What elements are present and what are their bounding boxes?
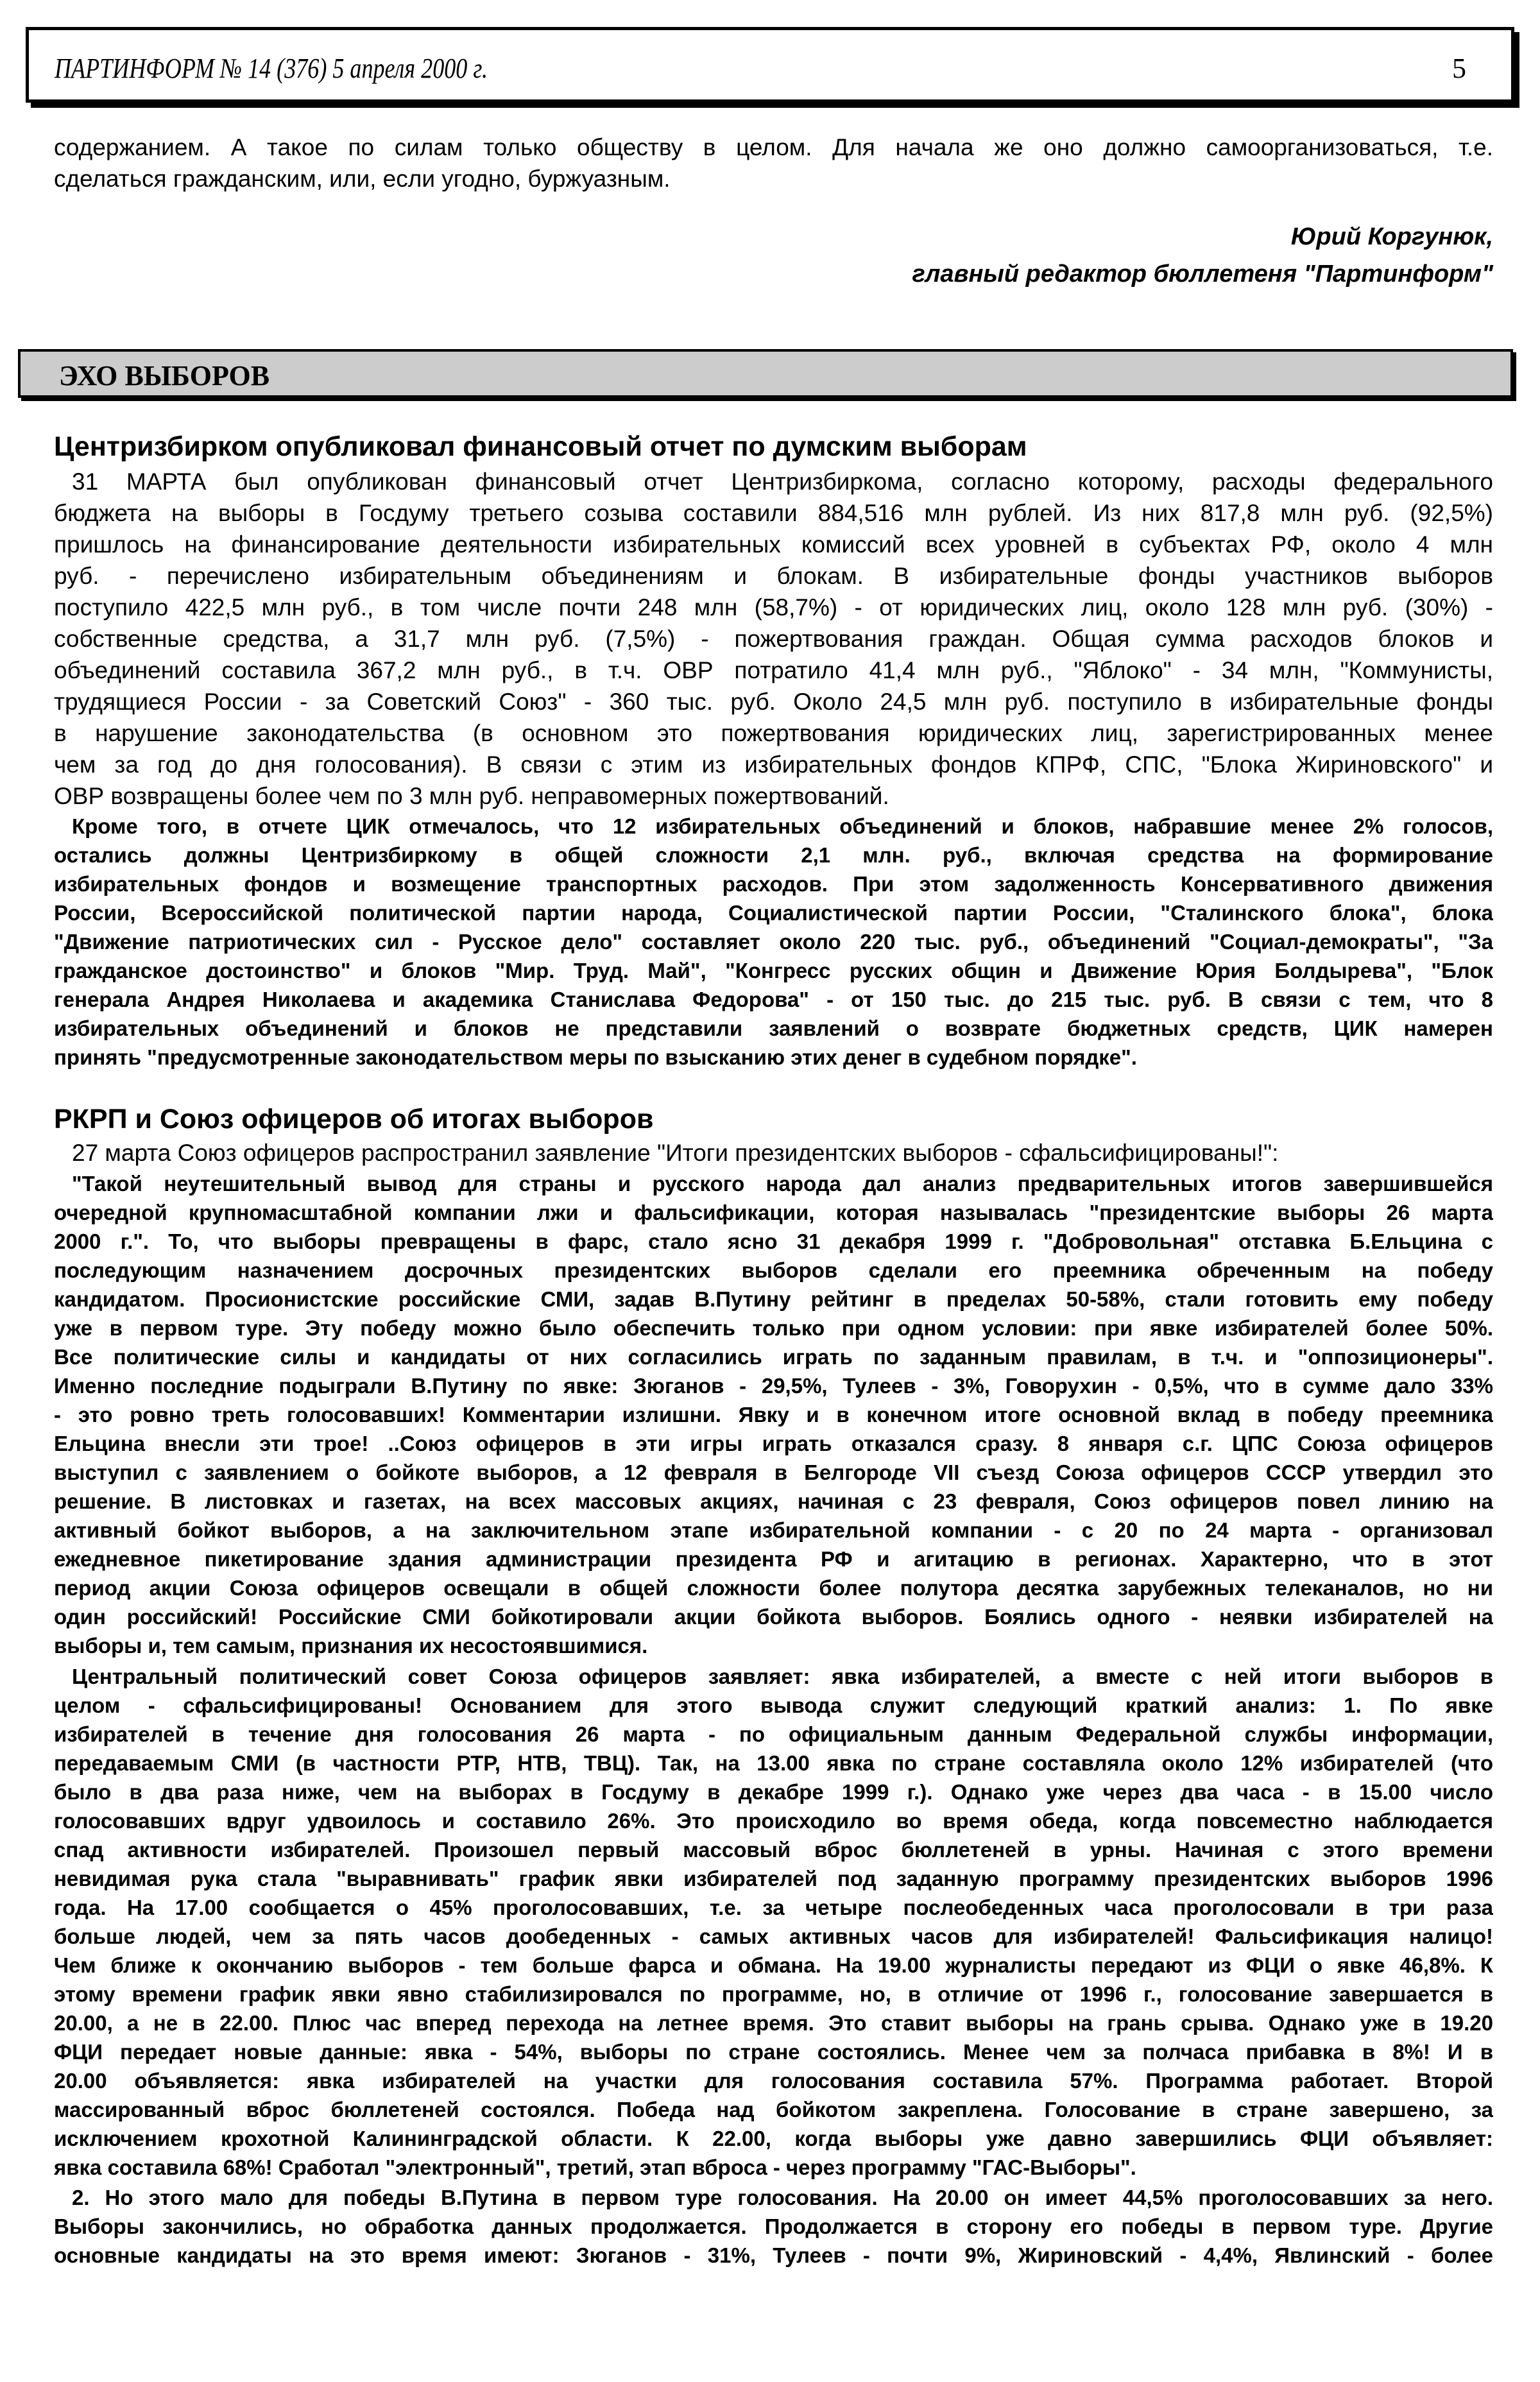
text-line: один российский! Российские СМИ бойкотировали акции бойкота выборов. Боялись одного - неявки избирателей на — [54, 1605, 1493, 1629]
text-line: кандидатом. Просионистские российские СМИ, задав В.Путину рейтинг в пределах 50-58%, стали готовить ему победу — [54, 1287, 1493, 1311]
article-2-intro — [54, 1137, 1493, 1169]
text-line: ОВР возвращены более чем по 3 млн руб. неправомерных пожертвований. — [54, 783, 889, 809]
text-line: спад активности избирателей. Произошел первый массовый вброс бюллетеней в урны. Начиная с этого времени — [54, 1838, 1493, 1862]
section-header — [18, 349, 1513, 398]
text-line: активный бойкот выборов, а на заключительном этапе избирательной компании - с 20 по 24 марта - организовал — [54, 1518, 1493, 1542]
text-line: пришлось на финансирование деятельности избирательных комиссий всех уровней в субъектах РФ, около 4 млн — [54, 531, 1493, 558]
text-line: сделаться гражданским, или, если угодно, буржуазным. — [54, 166, 671, 192]
text-line: бюджета на выборы в Госдуму третьего созыва составили 884,516 млн рублей. Из них 817,8 млн руб. (92,5%) — [54, 500, 1493, 526]
text-line: было в два раза ниже, чем на выборах в Госдуму в декабре 1999 г.). Однако уже через два часа - в 15.00 число — [54, 1780, 1493, 1804]
section-title: ЭХО ВЫБОРОВ — [59, 360, 270, 391]
text-line: избирателей в течение дня голосования 26 марта - по официальным данным Федеральной службы информации, — [54, 1722, 1493, 1746]
text-line: Центральный политический совет Союза офицеров заявляет: явка избирателей, а вместе с ней итоги выборов в — [72, 1665, 1493, 1688]
text-line: очередной крупномасштабной компании лжи и фальсификации, которая называлась "президентские выборы 26 марта — [54, 1201, 1493, 1224]
text-line: года. На 17.00 сообщается о 45% проголосовавших, т.е. за четыре послеобеденных часа проголосовали в три раза — [54, 1896, 1493, 1919]
text-line: содержанием. А такое по силам только обществу в целом. Для начала же оно должно самоорганизоваться, т.е. — [54, 134, 1493, 160]
text-line: - это ровно треть голосовавших! Комментарии излишни. Явку и в конечном итоге основной вклад в победу преемника — [54, 1403, 1493, 1427]
text-line: основные кандидаты на это время имеют: Зюганов - 31%, Тулеев - почти 9%, Жириновский - 4,4%, Явлинский - более — [54, 2243, 1493, 2267]
text-line: "Движение патриотических сил - Русское дело" составляет около 220 тыс. руб., объединений "Социал-демократы", "За — [54, 930, 1493, 954]
text-line: 20.00, а не в 22.00. Плюс час вперед перехода на летнее время. Это ставит выборы на грань срыва. Однако уже в 19.20 — [54, 2011, 1493, 2035]
text-line: избирательных объединений и блоков не представили заявлений о возврате бюджетных средств, ЦИК намерен — [54, 1016, 1493, 1040]
text-line: целом - сфальсифицированы! Основанием для этого вывода служит следующий краткий анализ: 1. По явке — [54, 1693, 1493, 1717]
text-line: поступило 422,5 млн руб., в том числе почти 248 млн (58,7%) - от юридических лиц, около 128 млн руб. (30%) - — [54, 594, 1493, 621]
text-line: 20.00 объявляется: явка избирателей на участки для голосования составила 57%. Программа работает. Второй — [54, 2069, 1493, 2093]
intro-paragraph — [54, 132, 1493, 194]
article-1-paragraph-1 — [54, 466, 1493, 812]
text-line: ФЦИ передает новые данные: явка - 54%, выборы по стране состоялись. Менее чем за полчаса прибавка в 8%! И в — [54, 2040, 1493, 2064]
text-line: 31 МАРТА был опубликован финансовый отчет Центризбиркома, согласно которому, расходы федерального — [72, 468, 1493, 495]
text-line: генерала Андрея Николаева и академика Станислава Федорова" - от 150 тыс. до 215 тыс. руб. В связи с тем, что 8 — [54, 988, 1493, 1011]
text-line: больше людей, чем за пять часов дообеденных - самых активных часов для избирателей! Фальсификация налицо! — [54, 1924, 1493, 1948]
text-line: этому времени график явки явно стабилизировался по программе, но, в отличие от 1996 г., голосование завершается в — [54, 1982, 1493, 2006]
text-line: принять "предусмотренные законодательством меры по взысканию этих денег в судебном порядке". — [54, 1045, 1137, 1069]
text-line: явка составила 68%! Сработал "электронный", третий, этап вброса - через программу "ГАС-Выборы". — [54, 2155, 1136, 2179]
article-2-quote — [54, 1169, 1493, 1660]
text-line: Именно последние подыграли В.Путину по явке: Зюганов - 29,5%, Тулеев - 3%, Говорухин - 0,5%, что в сумме дало 33% — [54, 1374, 1493, 1398]
text-line: "Такой неутешительный вывод для страны и русского народа дал анализ предварительных итогов завершившейся — [72, 1172, 1493, 1195]
text-line: выборы и, тем самым, признания их несостоявшимися. — [54, 1634, 648, 1658]
text-line: выступил с заявлением о бойкоте выборов, а 12 февраля в Белгороде VII съезд Союза офицеров СССР утвердил это — [54, 1461, 1493, 1484]
text-line: период акции Союза офицеров освещали в общей сложности более полутора десятка зарубежных телеканалов, но ни — [54, 1576, 1493, 1600]
page-number: 5 — [1452, 53, 1466, 84]
author-name: Юрий Коргунюк, — [1290, 223, 1493, 250]
page-header — [26, 27, 1514, 103]
article-2-paragraph-2 — [54, 1662, 1493, 2182]
text-line: гражданское достоинство" и блоков "Мир. Труд. Май", "Конгресс русских общин и Движение Юрия Болдырева", "Блок — [54, 959, 1493, 982]
text-line: передаваемым СМИ (в частности РТР, НТВ, ТВЦ). Так, на 13.00 явка по стране составляла около 12% избирателей (что — [54, 1751, 1493, 1775]
text-line: ежедневное пикетирование здания администрации президента РФ и агитацию в регионах. Характерно, что в этот — [54, 1547, 1493, 1571]
text-line: массированный вброс бюллетеней состоялся. Победа над бойкотом закреплена. Голосование в стране завершено, за — [54, 2098, 1493, 2121]
article-1-title: Центризбирком опубликовал финансовый отчет по думским выборам — [54, 431, 1027, 462]
text-line: избирательных фондов и возмещение транспортных расходов. При этом задолженность Консервативного движения — [54, 872, 1493, 896]
text-line: голосовавших вдруг удвоилось и составило 26%. Это происходило во время обеда, когда повсеместно наблюдается — [54, 1809, 1493, 1833]
text-line: Все политические силы и кандидаты от них согласились играть по заданным правилам, в т.ч. и "оппозиционеры". — [54, 1345, 1493, 1369]
article-2-title: РКРП и Союз офицеров об итогах выборов — [54, 1104, 654, 1135]
text-line: остались должны Центризбиркому в общей сложности 2,1 млн. руб., включая средства на формирование — [54, 843, 1493, 867]
text-line: Чем ближе к окончанию выборов - тем больше фарса и обмана. На 19.00 журналисты передают из ФЦИ о явке 46,8%. К — [54, 1953, 1493, 1977]
text-line: руб. - перечислено избирательным объединениям и блокам. В избирательные фонды участников выборов — [54, 563, 1493, 589]
text-line: чем за год до дня голосования). В связи с этим из избирательных фондов КПРФ, СПС, "Блока Жириновского" и — [54, 751, 1493, 778]
publication-title: ПАРТИНФОРМ № 14 (376) 5 апреля 2000 г. — [55, 53, 488, 84]
signature — [912, 218, 1493, 293]
text-line: уже в первом туре. Эту победу можно было обеспечить только при одном условии: при явке избирателей более 50%. — [54, 1316, 1493, 1340]
text-line: исключением крохотной Калининградской области. К 22.00, когда выборы уже давно завершились ФЦИ объявляет: — [54, 2127, 1493, 2150]
text-line: 27 марта Союз офицеров распространил заявление "Итоги президентских выборов - сфальсифицированы!": — [72, 1140, 1279, 1166]
text-line: Ельцина внесли эти трое! ..Союз офицеров в эти игры играть отказался сразу. 8 января с.г. ЦПС Союза офицеров — [54, 1432, 1493, 1455]
article-2-paragraph-3 — [54, 2183, 1493, 2270]
text-line: объединений составила 367,2 млн руб., в т.ч. ОВР потратило 41,4 млн руб., "Яблоко" - 34 млн, "Коммунисты, — [54, 657, 1493, 683]
author-role: главный редактор бюллетеня "Партинформ" — [912, 261, 1493, 287]
article-1-paragraph-2 — [54, 812, 1493, 1072]
text-line: решение. В листовках и газетах, на всех массовых акциях, начиная с 23 февраля, Союз офицеров повел линию на — [54, 1489, 1493, 1513]
text-line: последующим назначением досрочных президентских выборов сделали его преемника обреченным на победу — [54, 1258, 1493, 1282]
text-line: 2000 г.". То, что выборы превращены в фарс, стало ясно 31 декабря 1999 г. "Добровольная" отставка Б.Ельцина с — [54, 1230, 1493, 1253]
text-line: Выборы закончились, но обработка данных продолжается. Продолжается в сторону его победы в первом туре. Другие — [54, 2215, 1493, 2238]
text-line: Кроме того, в отчете ЦИК отмечалось, что 12 избирательных объединений и блоков, набравшие менее 2% голосов, — [72, 814, 1493, 838]
text-line: 2. Но этого мало для победы В.Путина в первом туре голосования. На 20.00 он имеет 44,5% проголосовавших за него. — [72, 2186, 1493, 2209]
text-line: невидимая рука стала "выравнивать" график явки избирателей под заданную программу президентских выборов 1996 — [54, 1867, 1493, 1890]
text-line: трудящиеся России - за Советский Союз" - 360 тыс. руб. Около 24,5 млн руб. поступило в избирательные фонды — [54, 689, 1493, 715]
text-line: собственные средства, а 31,7 млн руб. (7,5%) - пожертвования граждан. Общая сумма расходов блоков и — [54, 626, 1493, 652]
text-line: в нарушение законодательства (в основном это пожертвования юридических лиц, зарегистрированных менее — [54, 720, 1493, 746]
text-line: России, Всероссийской политической партии народа, Социалистической партии России, "Сталинского блока", блока — [54, 901, 1493, 925]
